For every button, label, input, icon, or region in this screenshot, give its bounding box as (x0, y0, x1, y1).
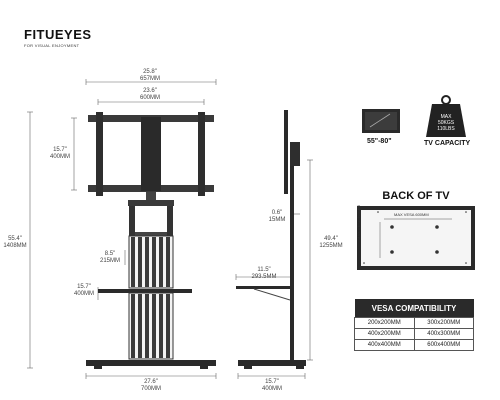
table-cell: 400x300MM (414, 329, 474, 340)
table-cell: 600x400MM (414, 340, 474, 351)
front-view-stand (86, 112, 216, 369)
brand-tagline: FOR VISUAL ENJOYMENT (24, 43, 80, 48)
vesa-vertical-label: MAX VESA 400MM (356, 205, 361, 240)
capacity-weight-text: MAX 50KGS 110LBS (437, 114, 455, 132)
front-width-dimension-lines (27, 79, 216, 379)
base-depth-label: 15.7" 400MM (261, 379, 282, 392)
table-row (355, 329, 474, 340)
base-width-label: 27.6" 700MM (140, 379, 161, 392)
table-row (355, 340, 474, 351)
column-width-label: 8.5" 215MM (99, 251, 120, 264)
side-view-stand (236, 110, 306, 369)
side-height-label: 49.4" 1255MM (319, 236, 343, 249)
tv-capacity-label: TV CAPACITY (424, 140, 471, 147)
table-cell: 400x200MM (355, 329, 415, 340)
front-inner-width-label: 23.6" 600MM (139, 88, 160, 101)
shelf-depth-label: 11.5" 293.5MM (251, 267, 277, 280)
back-of-tv-title: BACK OF TV (382, 190, 450, 202)
vesa-horizontal-label: MAX VESA 600MM (394, 212, 429, 217)
shelf-width-label: 15.7" 400MM (73, 284, 94, 297)
brand-name: FITUEYES (24, 27, 92, 42)
table-row (355, 318, 474, 329)
table-cell: 300x200MM (414, 318, 474, 329)
side-offset-label: 0.6" 15MM (268, 210, 286, 223)
tv-size-label: 55"-80" (367, 138, 392, 145)
table-cell: 200x200MM (355, 318, 415, 329)
vesa-compatibility-table (354, 299, 474, 351)
table-cell: 400x400MM (355, 340, 415, 351)
front-overall-width-label: 25.8" 657MM (139, 69, 160, 82)
total-height-label: 55.4" 1408MM (3, 236, 27, 249)
tv-icon (362, 109, 400, 133)
bracket-height-label: 15.7" 400MM (49, 147, 70, 160)
vesa-table-title: VESA COMPATIBILITY (355, 299, 474, 318)
